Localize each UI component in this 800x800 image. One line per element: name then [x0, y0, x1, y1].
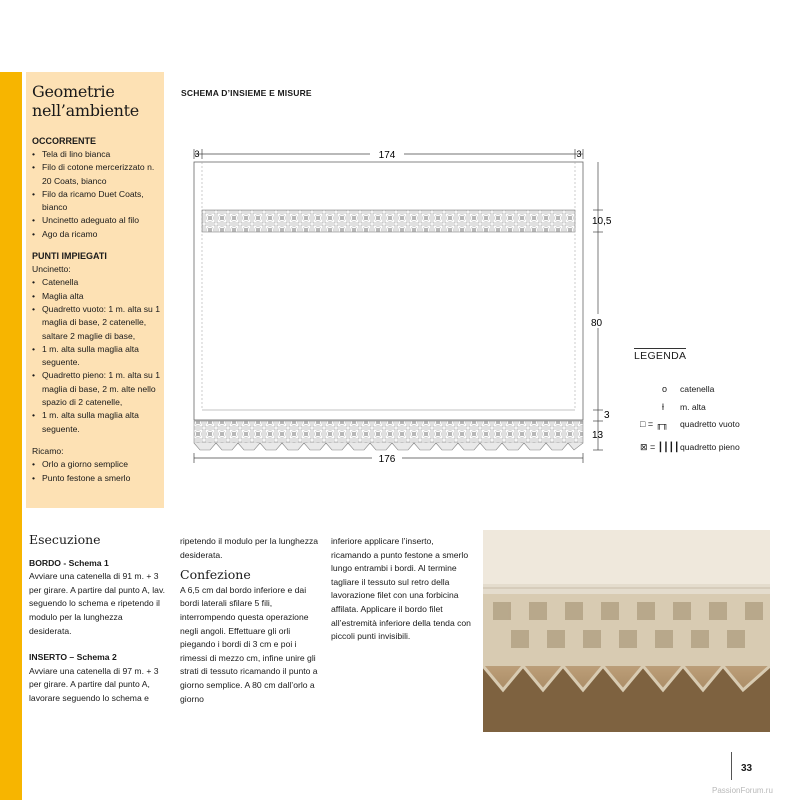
main-height-label: 80	[591, 318, 603, 329]
list-item: • Quadretto vuoto: 1 m. alta su 1 maglia di base, 2 catenelle, saltare 2 maglie di base,	[32, 303, 164, 343]
open-mesh-icon: □ = ╓╖	[640, 419, 669, 429]
uncinetto-list	[32, 276, 164, 436]
legend	[634, 346, 774, 452]
legend-title: LEGENDA	[634, 350, 687, 362]
border-height-label: 13	[592, 430, 604, 441]
scallop-edge	[194, 443, 583, 450]
esecuzione-heading: Esecuzione	[29, 532, 101, 547]
measurements-diagram	[180, 140, 620, 470]
continued-text: ripetendo il modulo per la lunghezza desiderata.	[180, 536, 319, 560]
list-item: • Ago da ricamo	[32, 228, 164, 241]
confezione-heading: Confezione	[180, 567, 251, 583]
legend-row-maglia-alta: ƚ m. alta	[634, 402, 774, 416]
occorrente-heading: OCCORRENTE	[32, 136, 97, 146]
punti-heading: PUNTI IMPIEGATI	[32, 251, 107, 262]
page-number: 33	[741, 763, 753, 774]
top-right-margin-label: 3	[576, 149, 582, 159]
list-item: • Catenella	[32, 276, 164, 289]
curtain-photo	[483, 530, 770, 732]
legend-row-catenella: o catenella	[634, 384, 774, 398]
list-item: • Filo da ricamo Duet Coats, bianco	[32, 188, 164, 215]
bordo-text: Avviare una catenella di 91 m. + 3 per girare. A partire dal punto A, lav. seguendo lo schema e ripetendo il modulo per la lunghezza desiderata.	[29, 571, 165, 636]
occorrente-list	[32, 148, 164, 241]
top-left-margin-label: 3	[194, 149, 200, 159]
curtain-outline	[194, 162, 583, 420]
materials-sidebar	[26, 72, 164, 508]
inserto-text: Avviare una catenella di 97 m. + 3 per girare. A partire dal punto A, lavorare seguendo lo schema e	[29, 665, 159, 703]
bordo-heading: BORDO - Schema 1	[29, 557, 109, 568]
list-item: • Maglia alta	[32, 290, 164, 303]
bottom-lace-border	[194, 421, 583, 443]
page-divider	[731, 752, 732, 780]
list-item: • 1 m. alta sulla maglia alta seguente.	[32, 409, 164, 436]
list-item: • Orlo a giorno semplice	[32, 458, 164, 471]
legend-row-quadretto-vuoto: □ = ╓╖ quadretto vuoto	[634, 419, 774, 433]
watermark: PassionForum.ru	[712, 786, 773, 795]
confezione-column	[180, 535, 320, 706]
uncinetto-label: Uncinetto:	[32, 264, 71, 275]
list-item: • Tela di lino bianca	[32, 148, 164, 161]
ricamo-list	[32, 458, 164, 485]
hem-label: 3	[604, 410, 610, 421]
sidebar-title: Geometrie nell’ambiente	[32, 82, 139, 120]
third-column-text: inferiore applicare l’inserto, ricamando a punto festone a smerlo lungo entrambi i bordi. Al termine tagliare il tessuto sul retro della lavorazione filet con una forbicina affilata. Applicare il bordo filet all’estremità inferiore della tenda con piccoli punti invisibili.	[331, 536, 471, 642]
list-item: • Uncinetto adeguato al filo	[32, 214, 164, 227]
accent-bar	[0, 72, 22, 800]
filled-mesh-icon: ⊠ = ┃┃┃┃	[640, 442, 680, 452]
band-height-label: 10,5	[592, 216, 612, 227]
insert-band	[202, 210, 575, 232]
chain-stitch-icon: o	[662, 384, 668, 394]
third-column	[331, 535, 471, 644]
confezione-text: A 6,5 cm dal bordo inferiore e dai bordi laterali sfilare 5 fili, interrompendo questa operazione negli angoli. Effettuare gli orli piegando i bordi di 3 cm e poi i rimessi di mezzo cm, infine unire gli strati di tessuto ricamando il punto a giorno semplice. A 80 cm dall’orlo a giorno	[180, 584, 318, 704]
legend-row-quadretto-pieno: ⊠ = ┃┃┃┃ quadretto pieno	[634, 442, 774, 456]
bottom-width-label: 176	[378, 454, 396, 465]
double-crochet-icon: ƚ	[662, 402, 664, 412]
inserto-heading: INSERTO – Schema 2	[29, 652, 117, 663]
list-item: • Quadretto pieno: 1 m. alta su 1 maglia di base, 2 m. alte nello spazio di 2 catenelle,	[32, 369, 164, 409]
esecuzione-column	[29, 533, 167, 706]
list-item: • 1 m. alta sulla maglia alta seguente.	[32, 343, 164, 370]
ricamo-label: Ricamo:	[32, 445, 64, 456]
list-item: • Filo di cotone mercerizzato n. 20 Coats, bianco	[32, 161, 164, 188]
top-width-label: 174	[378, 150, 396, 161]
diagram-title: SCHEMA D’INSIEME E MISURE	[181, 88, 312, 98]
list-item: • Punto festone a smerlo	[32, 472, 164, 485]
